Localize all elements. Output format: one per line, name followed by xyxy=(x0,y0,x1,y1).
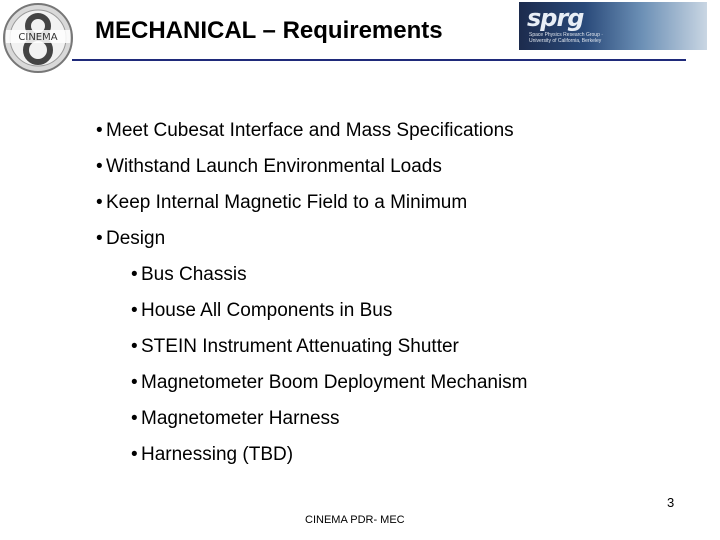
bullet-icon: • xyxy=(96,228,103,249)
list-item xyxy=(96,185,528,221)
list-item xyxy=(96,149,528,185)
bullet-icon: • xyxy=(96,156,103,177)
sprg-logo xyxy=(519,2,707,50)
title-divider xyxy=(72,59,686,61)
logo-right-tagline: Space Physics Research Group · University of California, Berkeley xyxy=(529,32,603,44)
bullet-icon: • xyxy=(131,372,138,393)
logo-left xyxy=(2,2,74,74)
bullet-icon: • xyxy=(96,120,103,141)
page-title: MECHANICAL – Requirements xyxy=(95,17,443,44)
logo-left-text: CINEMA xyxy=(18,32,58,43)
list-item-text: Bus Chassis xyxy=(141,264,247,285)
list-item-text: Design xyxy=(106,228,166,249)
list-item-text: Magnetometer Boom Deployment Mechanism xyxy=(141,372,528,393)
cinema-logo-icon xyxy=(2,2,74,74)
sub-list-item xyxy=(96,401,528,437)
requirements-list xyxy=(96,113,528,473)
sub-list-item xyxy=(96,365,528,401)
list-item-text: Withstand Launch Environmental Loads xyxy=(106,156,442,177)
list-item-text: Harnessing (TBD) xyxy=(141,444,294,465)
sub-list-item xyxy=(96,437,528,473)
sub-list-item xyxy=(96,293,528,329)
list-item xyxy=(96,113,528,149)
logo-right-text: sprg xyxy=(527,4,584,32)
list-item-text: House All Components in Bus xyxy=(141,300,393,321)
page-number: 3 xyxy=(667,495,675,510)
bullet-icon: • xyxy=(131,300,138,321)
bullet-icon: • xyxy=(131,336,138,357)
list-item-text: Magnetometer Harness xyxy=(141,408,340,429)
list-item-text: Meet Cubesat Interface and Mass Specifications xyxy=(106,120,514,141)
list-item-text: Keep Internal Magnetic Field to a Minimum xyxy=(106,192,468,213)
sub-list-item xyxy=(96,257,528,293)
bullet-icon: • xyxy=(131,444,138,465)
bullet-icon: • xyxy=(96,192,103,213)
footer-text: CINEMA PDR- MEC xyxy=(305,514,405,526)
bullet-icon: • xyxy=(131,408,138,429)
list-item-text: STEIN Instrument Attenuating Shutter xyxy=(141,336,459,357)
bullet-icon: • xyxy=(131,264,138,285)
sub-list-item xyxy=(96,329,528,365)
list-item xyxy=(96,221,528,257)
